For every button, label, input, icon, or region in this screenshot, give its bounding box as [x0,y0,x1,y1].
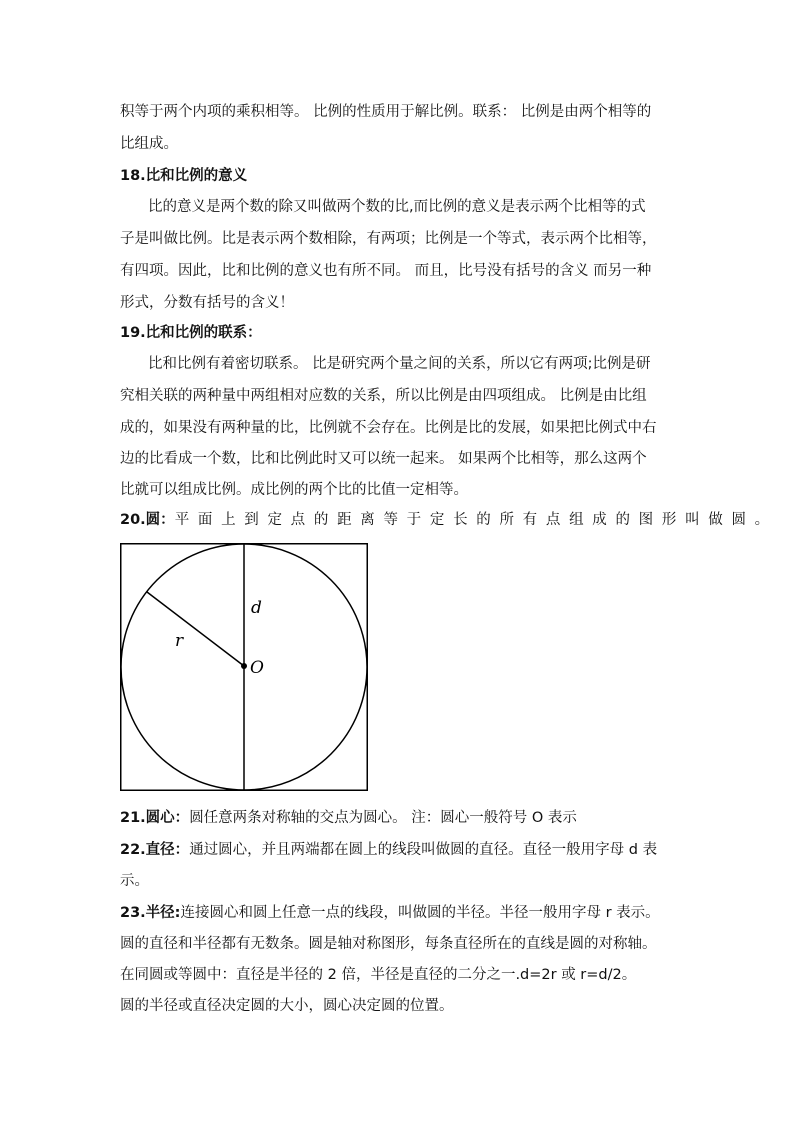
section-21-text: 圆任意两条对称轴的交点为圆心。 注：圆心一般符号 O 表示 [189,810,577,826]
section-18-line-4: 形式，分数有括号的含义！ [120,295,294,311]
section-21-line [120,808,680,828]
section-23-line-3: 在同圆或等圆中：直径是半径的 2 倍，半径是直径的二分之一.d=2r 或 r=d/2。 [120,967,637,983]
section-23-line-1 [120,903,680,923]
circle-diagram [120,543,368,791]
radius-label: r [175,631,184,651]
section-20-line [120,510,778,530]
section-21-heading: 21.圆心： [120,810,190,826]
section-22-line-2: 示。 [120,873,149,889]
section-18-heading: 18.比和比例的意义 [120,168,248,184]
ratio-property-line-1: 积等于两个内项的乘积相等。 比例的性质用于解比例。联系： 比例是由两个相等的 [120,104,652,120]
section-19-line-4: 边的比看成一个数，比和比例此时又可以统一起来。 如果两个比相等，那么这两个 [120,451,647,467]
section-20-heading: 20.圆： [120,512,175,528]
section-19-line-1: 比和比例有着密切联系。 比是研究两个量之间的关系，所以它有两项;比例是研 [148,356,651,372]
section-22-heading: 22.直径： [120,842,190,858]
section-23-heading: 23.半径: [120,905,181,921]
section-18-line-2: 子是叫做比例。比是表示两个数相除，有两项；比例是一个等式，表示两个比相等， [120,231,657,247]
ratio-property-line-2: 比组成。 [120,136,178,152]
center-point [241,663,247,669]
section-23-line-2: 圆的直径和半径都有无数条。圆是轴对称图形，每条直径所在的直线是圆的对称轴。 [120,936,657,952]
section-23-text: 连接圆心和圆上任意一点的线段，叫做圆的半径。半径一般用字母 r 表示。 [180,905,660,921]
section-18-line-1: 比的意义是两个数的除又叫做两个数的比,而比例的意义是表示两个比相等的式 [148,199,646,215]
center-label: O [250,658,264,678]
section-19-line-2: 究相关联的两种量中两组相对应数的关系，所以比例是由四项组成。 比例是由比组 [120,388,647,404]
section-19-line-3: 成的，如果没有两种量的比，比例就不会存在。比例是比的发展，如果把比例式中右 [120,420,657,436]
section-23-line-4: 圆的半径或直径决定圆的大小，圆心决定圆的位置。 [120,998,454,1014]
section-22-text: 通过圆心，并且两端都在圆上的线段叫做圆的直径。直径一般用字母 d 表 [189,842,658,858]
section-22-line-1 [120,840,680,860]
section-20-text: 平面上到定点的距离等于定长的所有点组成的图形叫做圆。 [174,512,778,528]
section-19-heading: 19.比和比例的联系： [120,325,262,341]
section-19-line-5: 比就可以组成比例。成比例的两个比的比值一定相等。 [120,482,468,498]
radius-line [147,592,244,666]
diameter-label: d [251,598,262,618]
section-18-line-3: 有四项。因此，比和比例的意义也有所不同。 而且，比号没有括号的含义 而另一种 [120,263,652,279]
